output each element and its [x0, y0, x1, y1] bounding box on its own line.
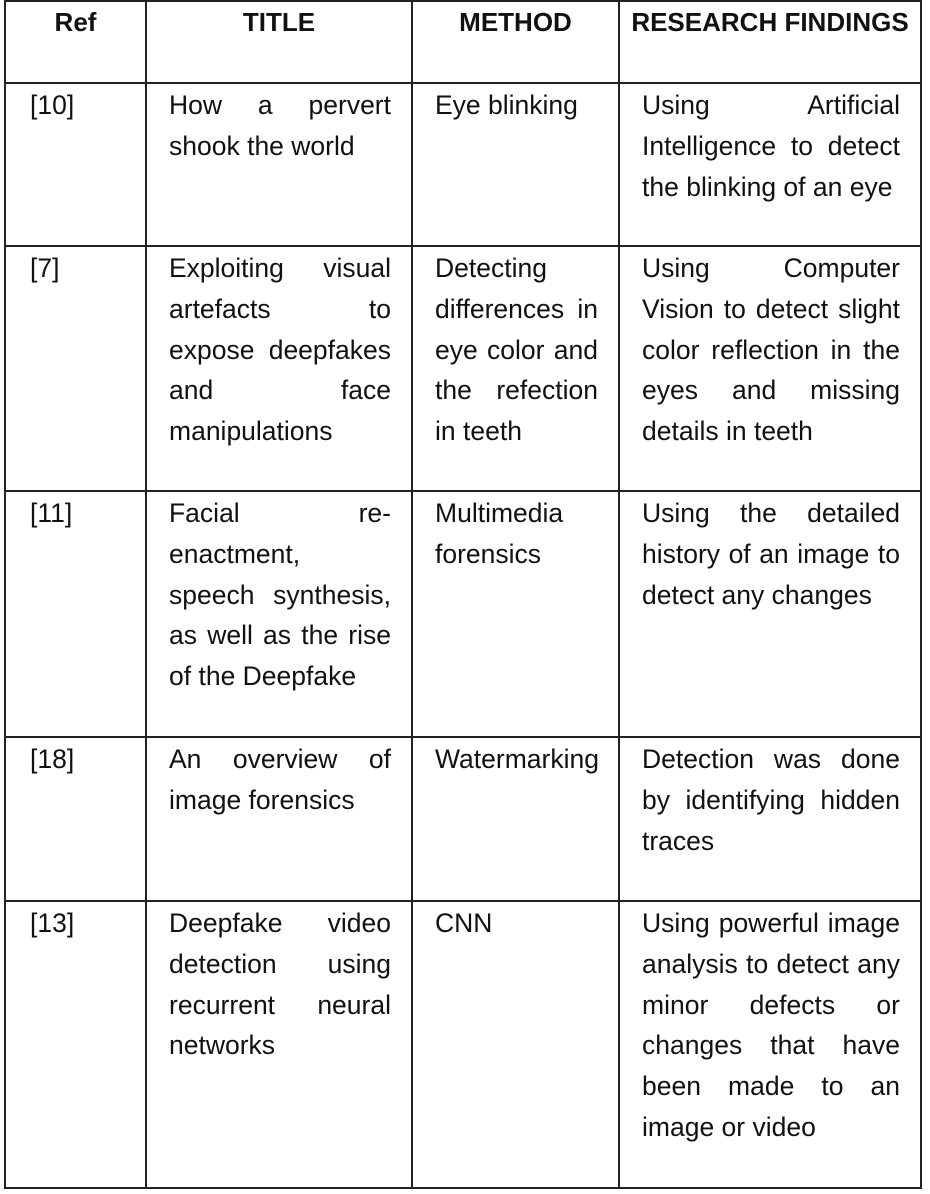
cell-ref: [13] — [5, 901, 146, 1188]
header-research-findings: RESEARCH FINDINGS — [619, 1, 921, 83]
table-header-row — [5, 1, 921, 83]
cell-title: Facial re-enactment, speech synthesis, as well as the rise of the Deepfake — [146, 491, 412, 737]
cell-title: How a pervert shook the world — [146, 83, 412, 246]
header-ref: Ref — [5, 1, 146, 83]
table-row — [5, 83, 921, 246]
cell-findings: Using Artificial Intelligence to detect the blinking of an eye — [619, 83, 921, 246]
cell-method: Detecting differences in eye color and the refection in teeth — [412, 246, 619, 491]
cell-method: Multimedia forensics — [412, 491, 619, 737]
cell-method: Watermarking — [412, 737, 619, 901]
cell-ref: [18] — [5, 737, 146, 901]
research-table — [4, 0, 922, 1189]
table-row — [5, 491, 921, 737]
cell-ref: [10] — [5, 83, 146, 246]
cell-title: An overview of image forensics — [146, 737, 412, 901]
cell-title: Deepfake video detection using recurrent neural networks — [146, 901, 412, 1188]
cell-findings: Using the detailed history of an image to detect any changes — [619, 491, 921, 737]
research-table-container — [4, 0, 922, 1189]
table-row — [5, 901, 921, 1188]
cell-method: CNN — [412, 901, 619, 1188]
table-row — [5, 246, 921, 491]
header-title: TITLE — [146, 1, 412, 83]
header-method: METHOD — [412, 1, 619, 83]
cell-findings: Detection was done by identifying hidden traces — [619, 737, 921, 901]
table-row — [5, 737, 921, 901]
cell-ref: [11] — [5, 491, 146, 737]
cell-findings: Using Computer Vision to detect slight color reflection in the eyes and missing details in teeth — [619, 246, 921, 491]
cell-title: Exploiting visual artefacts to expose deepfakes and face manipulations — [146, 246, 412, 491]
cell-findings: Using powerful image analysis to detect any minor defects or changes that have been made to an image or video — [619, 901, 921, 1188]
cell-method: Eye blinking — [412, 83, 619, 246]
cell-ref: [7] — [5, 246, 146, 491]
